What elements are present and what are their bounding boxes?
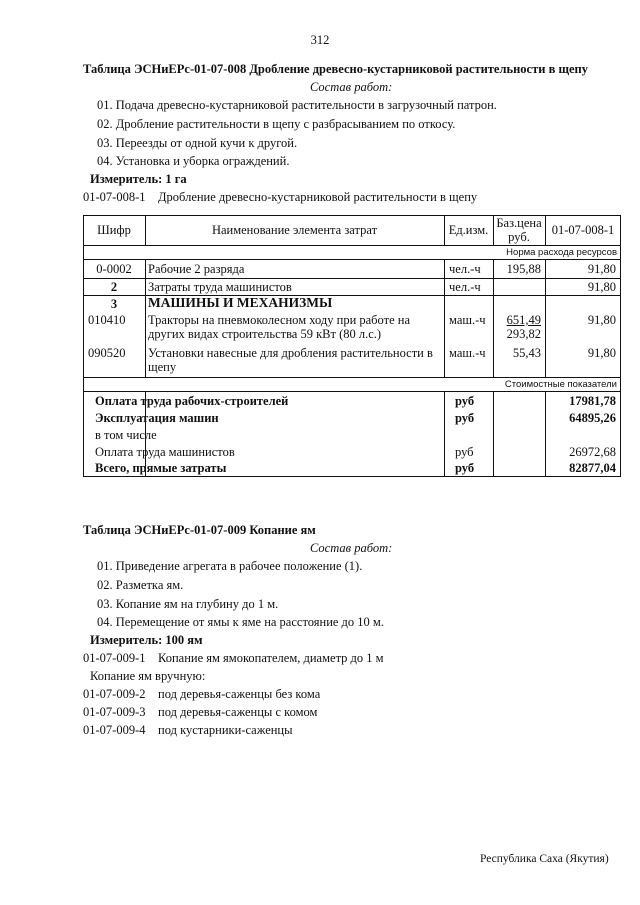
cost-value: 26972,68 (569, 445, 616, 459)
table2-work-heading: Состав работ: (310, 541, 393, 555)
cost-unit: руб (455, 461, 475, 475)
cost-value: 82877,04 (569, 461, 616, 475)
header-unit: Ед.изм. (448, 223, 489, 237)
cost-name: Оплата труда рабочих-строителей (95, 394, 289, 408)
table2-item-code: 01-07-009-3 (83, 705, 146, 719)
table1-meter: Измеритель: 1 га (90, 172, 187, 186)
table2-item-code: 01-07-009-4 (83, 723, 146, 737)
row-code: 0-0002 (96, 262, 132, 276)
row-unit: чел.-ч (449, 280, 481, 294)
row-value: 91,80 (587, 280, 616, 294)
table2-item-group: Копание ям вручную: (90, 669, 206, 683)
cost-value: 17981,78 (569, 394, 616, 408)
table1-title: Таблица ЭСНиЕРс-01-07-008 Дробление древесно-кустарниковой растительности в щепу (83, 62, 588, 76)
row-price: 55,43 (512, 346, 541, 360)
row-price-secondary: 293,82 (506, 327, 541, 341)
table2-meter: Измеритель: 100 ям (90, 633, 203, 647)
row-name: Рабочие 2 разряда (148, 262, 245, 276)
row-name: Установки навесные для дробления растительности в (148, 346, 433, 360)
row-unit: маш.-ч (449, 313, 486, 327)
row-unit: чел.-ч (449, 262, 481, 276)
header-value: 01-07-008-1 (551, 223, 615, 237)
table1-item-code: 01-07-008-1 (83, 190, 146, 204)
cost-name: Оплата труда машинистов (95, 445, 235, 459)
table2-work-item: 03. Копание ям на глубину до 1 м. (97, 597, 279, 611)
row-code: 010410 (88, 313, 126, 327)
row-unit: маш.-ч (449, 346, 486, 360)
table2-item-code: 01-07-009-2 (83, 687, 146, 701)
header-code: Шифр (97, 223, 131, 237)
table2-work-item: 02. Разметка ям. (97, 578, 184, 592)
page-number: 312 (310, 33, 330, 47)
table2-work-item: 01. Приведение агрегата в рабочее положение (1). (97, 559, 363, 573)
table1-work-item: 01. Подача древесно-кустарниковой растительности в загрузочный патрон. (97, 98, 497, 112)
row-code: 2 (110, 280, 118, 294)
table2-item-name: под деревья-саженцы без кома (158, 687, 321, 701)
header-name: Наименование элемента затрат (211, 223, 378, 237)
header-price-unit: руб. (508, 230, 530, 244)
header-price: Баз.цена (496, 216, 542, 230)
cost-unit: руб (455, 411, 475, 425)
row-value: 91,80 (587, 313, 616, 327)
cost-unit: руб (455, 445, 474, 459)
row-price: 195,88 (506, 262, 541, 276)
row-value: 91,80 (587, 346, 616, 360)
row-name: МАШИНЫ И МЕХАНИЗМЫ (148, 295, 333, 310)
row-value: 91,80 (587, 262, 616, 276)
table2-title: Таблица ЭСНиЕРс-01-07-009 Копание ям (83, 523, 316, 537)
table2-item-name: под деревья-саженцы с комом (158, 705, 318, 719)
row-price: 651,49 (506, 313, 541, 327)
table2-work-item: 04. Перемещение от ямы к яме на расстояние до 10 м. (97, 615, 384, 629)
row-code: 090520 (88, 346, 126, 360)
table1-work-item: 04. Установка и уборка ограждений. (97, 154, 290, 168)
resource-table (83, 215, 621, 477)
table2-item-code: 01-07-009-1 (83, 651, 146, 665)
table1-item-name: Дробление древесно-кустарниковой растительности в щепу (158, 190, 478, 204)
table2-item-name: Копание ям ямокопателем, диаметр до 1 м (158, 651, 384, 665)
table1-work-item: 02. Дробление растительности в щепу с разбрасыванием по откосу. (97, 117, 456, 131)
cost-unit: руб (455, 394, 475, 408)
cost-value: 64895,26 (569, 411, 616, 425)
cost-name: в том числе (95, 428, 157, 442)
table1-work-heading: Состав работ: (310, 80, 393, 94)
norm-header: Норма расхода ресурсов (506, 247, 617, 258)
row-name: Затраты труда машинистов (148, 280, 292, 294)
footer-region: Республика Саха (Якутия) (480, 853, 609, 865)
table1-work-item: 03. Переезды от одной кучи к другой. (97, 136, 298, 150)
row-code: 3 (110, 297, 118, 311)
row-name-cont: других видах строительства 59 кВт (80 л.с.) (148, 327, 382, 341)
row-name-cont: щепу (148, 360, 177, 374)
table2-item-name: под кустарники-саженцы (158, 723, 293, 737)
cost-name: Всего, прямые затраты (95, 461, 227, 475)
cost-header: Стоимостные показатели (504, 379, 617, 390)
row-name: Тракторы на пневмоколесном ходу при работе на (148, 313, 410, 327)
cost-name: Эксплуатация машин (95, 411, 219, 425)
